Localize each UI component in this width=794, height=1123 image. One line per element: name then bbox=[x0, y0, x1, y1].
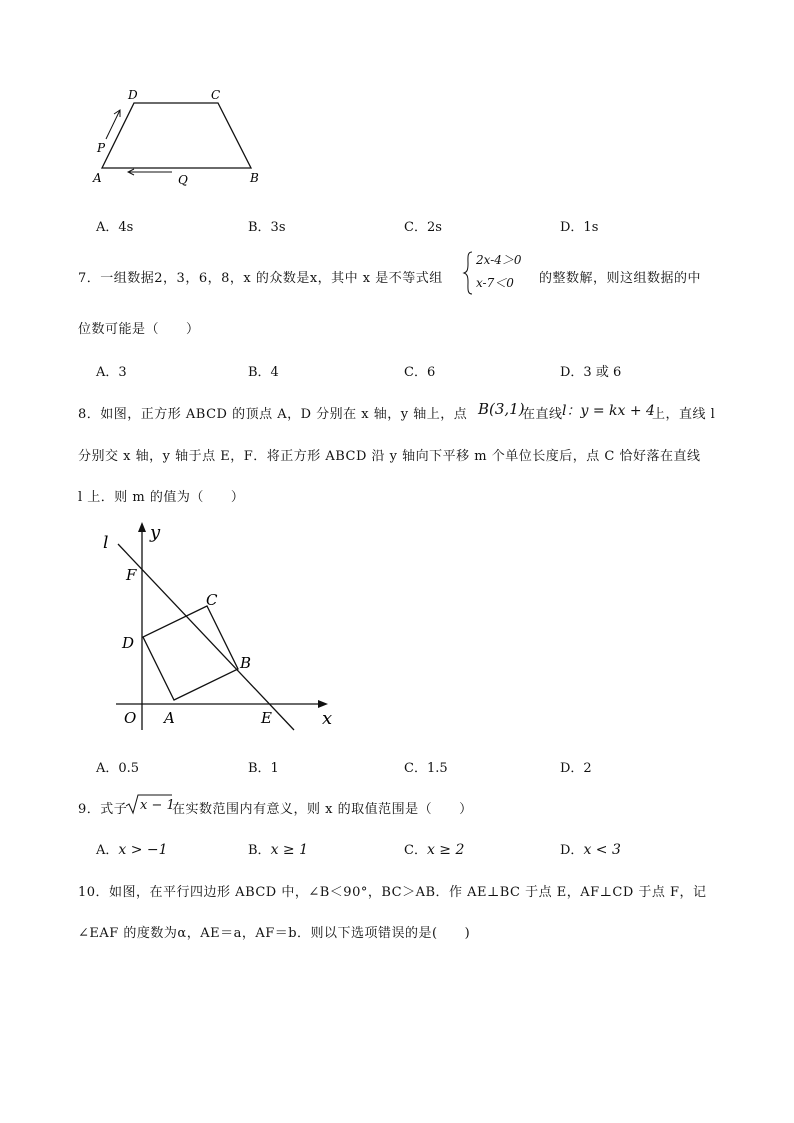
fig-label-x: x bbox=[322, 708, 333, 729]
q8-option-a[interactable]: A．0.5 bbox=[96, 761, 140, 776]
q9-option-b-math: x ≥ 1 bbox=[270, 842, 308, 858]
q8-text-line1a: 8．如图，正方形 ABCD 的顶点 A，D 分别在 x 轴，y 轴上，点 bbox=[78, 407, 468, 422]
fig-label-O: O bbox=[124, 709, 137, 727]
q7-option-a[interactable]: A．3 bbox=[96, 365, 127, 380]
q7-option-d[interactable]: D．3 或 6 bbox=[560, 365, 622, 380]
q9-option-b[interactable] bbox=[248, 839, 308, 858]
q9-option-a-label: A． bbox=[96, 843, 119, 858]
q8-option-b[interactable]: B．1 bbox=[248, 761, 279, 776]
q7-option-b[interactable]: B．4 bbox=[248, 365, 279, 380]
q6-option-b[interactable]: B．3s bbox=[248, 220, 286, 235]
q8-figure bbox=[98, 518, 348, 736]
fig-label-E: E bbox=[261, 709, 272, 727]
q7-text-line2: 位数可能是（ ） bbox=[78, 322, 200, 337]
q9-option-c-math: x ≥ 2 bbox=[426, 842, 465, 858]
q9-option-a[interactable] bbox=[96, 839, 168, 858]
q9-option-d-label: D． bbox=[560, 843, 584, 858]
fig-label-B: B bbox=[240, 654, 252, 672]
q8-text-line1b: 在直线 bbox=[522, 407, 563, 422]
label-A: A bbox=[93, 171, 102, 185]
q9-option-d[interactable] bbox=[560, 839, 621, 858]
fig-label-F: F bbox=[126, 566, 137, 584]
trapezoid-figure bbox=[88, 86, 278, 188]
label-B: B bbox=[250, 171, 259, 185]
trapezoid-shape bbox=[102, 103, 251, 168]
q9-text-part2: 在实数范围内有意义，则 x 的取值范围是（ ） bbox=[172, 802, 473, 817]
q7-brace-icon bbox=[462, 250, 474, 296]
label-P: P bbox=[97, 141, 106, 155]
q9-option-c[interactable] bbox=[404, 839, 464, 858]
label-Q: Q bbox=[178, 173, 188, 187]
q7-option-c[interactable]: C．6 bbox=[404, 365, 436, 380]
q7-text-part1: 7．一组数据2，3，6，8，x 的众数是x，其中 x 是不等式组 bbox=[78, 271, 443, 286]
x-axis-arrow-icon bbox=[318, 700, 328, 708]
q8-text-line2: 分别交 x 轴，y 轴于点 E，F．将正方形 ABCD 沿 y 轴向下平移 m 个单位长度后，点 C 恰好落在直线 bbox=[78, 449, 701, 464]
q7-text-part2: 的整数解，则这组数据的中 bbox=[539, 271, 702, 286]
q9-text-part1: 9．式子 bbox=[78, 802, 128, 817]
label-C: C bbox=[211, 88, 221, 102]
q10-text-line2: ∠EAF 的度数为α，AE＝a，AF＝b．则以下选项错误的是( ) bbox=[78, 926, 471, 941]
fig-label-D: D bbox=[122, 634, 135, 652]
q8-line-equation: l：y = kx + 4 bbox=[562, 403, 655, 419]
q10-text-line1: 10．如图，在平行四边形 ABCD 中，∠B＜90°，BC＞AB．作 AE⊥BC 于点 E，AF⊥CD 于点 F，记 bbox=[78, 885, 707, 900]
q6-option-c[interactable]: C．2s bbox=[404, 220, 442, 235]
q9-option-c-label: C． bbox=[404, 843, 427, 858]
fig-label-C: C bbox=[206, 591, 218, 609]
y-axis-arrow-icon bbox=[138, 522, 146, 532]
q8-option-c[interactable]: C．1.5 bbox=[404, 761, 448, 776]
fig-label-A: A bbox=[164, 709, 175, 727]
q8-option-d[interactable]: D．2 bbox=[560, 761, 592, 776]
fig-label-y: y bbox=[150, 522, 161, 543]
q9-option-a-math: x > −1 bbox=[118, 842, 168, 858]
q7-inequality-1: 2x-4＞0 bbox=[476, 253, 522, 267]
fig-label-l: l bbox=[103, 533, 109, 553]
q9-option-b-label: B． bbox=[248, 843, 271, 858]
q9-radicand: x − 1 bbox=[140, 798, 175, 813]
q8-point-b: B(3,1) bbox=[478, 400, 525, 418]
q8-text-line1c: 上，直线 l bbox=[652, 407, 716, 422]
label-D: D bbox=[128, 88, 138, 102]
q8-text-line3: l 上．则 m 的值为（ ） bbox=[78, 490, 245, 505]
q6-option-a[interactable]: A．4s bbox=[96, 220, 134, 235]
q7-inequality-2: x-7＜0 bbox=[476, 276, 514, 290]
q9-option-d-math: x < 3 bbox=[583, 842, 621, 858]
q6-option-d[interactable]: D．1s bbox=[560, 220, 599, 235]
